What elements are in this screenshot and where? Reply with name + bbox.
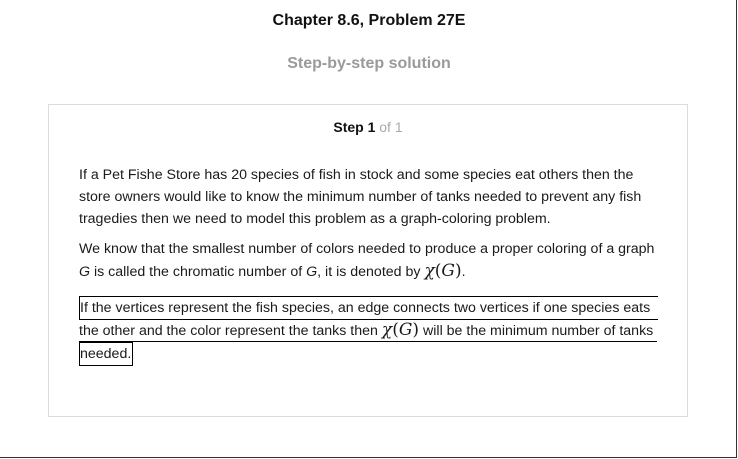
highlighted-line-2-end: will be the minimum number of tanks — [423, 323, 654, 339]
formula-argument: G — [398, 320, 413, 340]
solution-subtitle: Step-by-step solution — [287, 55, 451, 72]
formula-paren-open: ( — [392, 320, 399, 340]
solution-card — [48, 104, 688, 417]
highlighted-line-2 — [79, 319, 657, 342]
graph-variable: G — [79, 264, 91, 280]
graph-variable: G — [306, 264, 318, 280]
chapter-title: Chapter 8.6, Problem 27E — [272, 12, 466, 29]
chi-symbol: χ — [381, 320, 393, 340]
step-count: of 1 — [379, 119, 403, 135]
formula-argument: G — [441, 261, 455, 281]
step-label: Step 1 — [333, 119, 376, 135]
formula-paren-close: ) — [454, 261, 462, 281]
paragraph-2-line-1: We know that the smallest number of colors needed to produce a proper coloring of a graph — [79, 241, 655, 257]
formula-paren-close: ) — [412, 320, 420, 340]
step-header — [49, 119, 687, 135]
paragraph-2-text-tail: , it is denoted by — [317, 264, 421, 280]
paragraph-2-text: is called the chromatic number of — [90, 264, 307, 280]
chromatic-number-formula — [382, 320, 419, 340]
solution-paragraph-2 — [79, 238, 664, 283]
formula-paren-open: ( — [434, 261, 442, 281]
period: . — [461, 264, 466, 280]
highlighted-line-1: If the vertices represent the fish species, an edge connects two vertices if one species eats — [79, 296, 658, 320]
chi-symbol: χ — [424, 261, 435, 281]
highlighted-line-2-start: the other and the color represent the tanks then — [79, 323, 378, 339]
chromatic-number-formula — [424, 261, 461, 281]
highlighted-line-3: needed. — [79, 342, 133, 366]
solution-paragraph-1: If a Pet Fishe Store has 20 species of fish in stock and some species eat others then the store owners would like to know the minimum number of tanks needed to prevent any fish tragedies then we need to model this problem as a graph-coloring problem. — [79, 167, 642, 227]
